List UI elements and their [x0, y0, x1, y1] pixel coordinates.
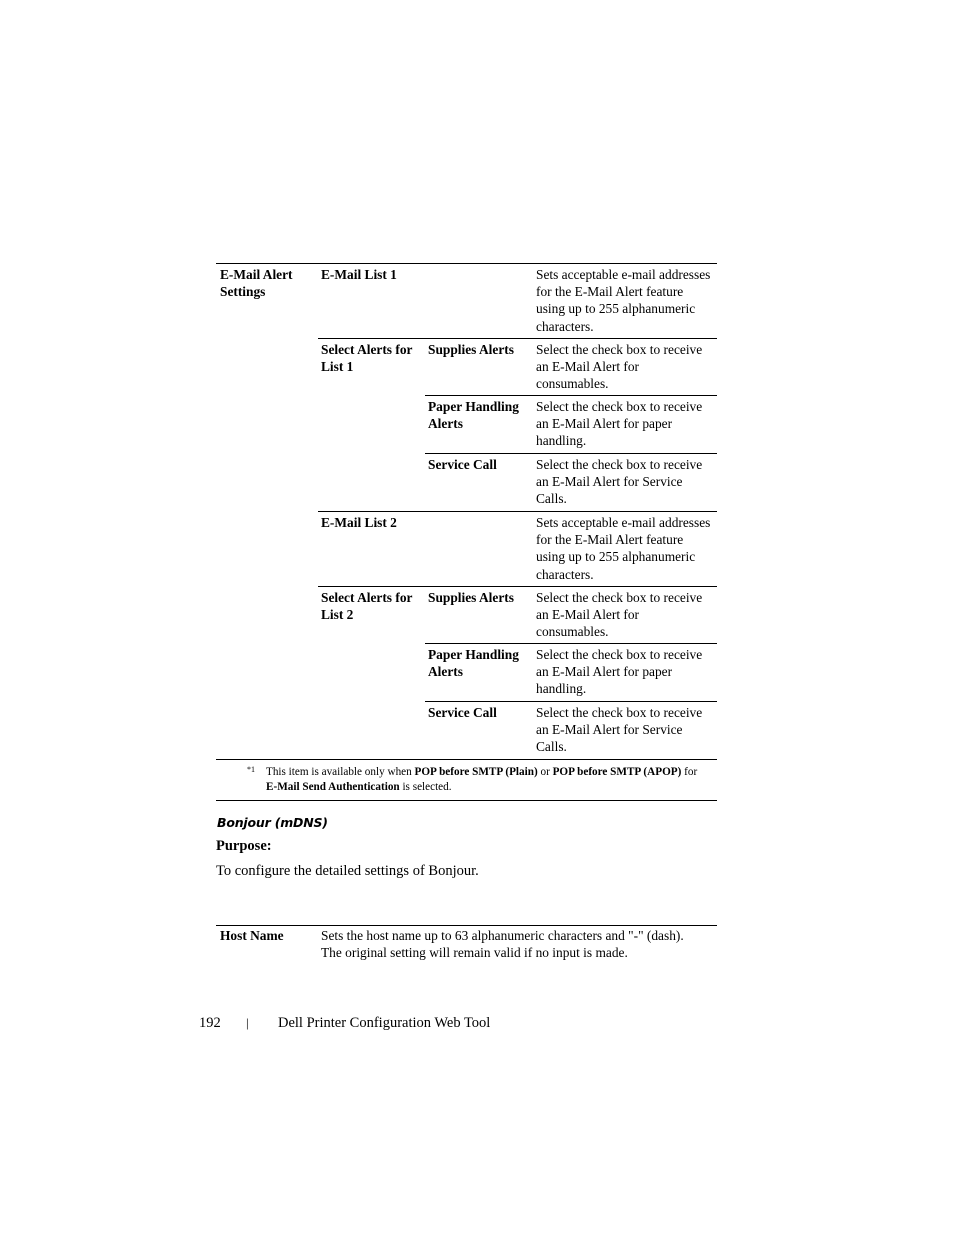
- row-divider: [425, 643, 717, 644]
- page-number: 192: [199, 1015, 221, 1031]
- supplies-alerts-label: Supplies Alerts: [428, 342, 514, 357]
- footnote-b1: POP before SMTP (Plain): [414, 766, 538, 778]
- table-top-rule: [216, 263, 717, 264]
- select-alerts-list-1-label: Select Alerts for List 1: [321, 342, 413, 375]
- paper-handling-alerts-label: Paper Handling Alerts: [428, 399, 519, 432]
- email-list-1-desc: Sets acceptable e-mail addresses for the E-Mail Alert feature using up to 255 alphanumeric characters.: [536, 267, 711, 334]
- purpose-text: To configure the detailed settings of Bonjour.: [216, 863, 479, 879]
- footnote-bottom-rule: [216, 800, 717, 801]
- paper-handling-alerts-desc: Select the check box to receive an E-Mail Alert for paper handling.: [536, 647, 703, 697]
- row-divider: [318, 586, 717, 587]
- row-divider: [425, 453, 717, 454]
- supplies-alerts-desc: Select the check box to receive an E-Mail Alert for consumables.: [536, 342, 703, 392]
- service-call-label: Service Call: [428, 705, 497, 720]
- paper-handling-alerts-desc: Select the check box to receive an E-Mail Alert for paper handling.: [536, 399, 703, 449]
- host-name-label: Host Name: [220, 928, 284, 943]
- row-divider: [318, 338, 717, 339]
- host-name-desc-line1: Sets the host name up to 63 alphanumeric characters and "-" (dash).: [321, 928, 684, 943]
- footer-separator: |: [246, 1015, 249, 1030]
- footnote-marker: [247, 762, 255, 777]
- footnote-marker-text: *1: [247, 765, 255, 774]
- section-title: Bonjour (mDNS): [217, 815, 328, 830]
- group-label: E-Mail Alert Settings: [220, 267, 293, 300]
- footnote-t1: This item is available only when: [266, 766, 415, 778]
- supplies-alerts-label: Supplies Alerts: [428, 590, 514, 605]
- row-divider: [425, 701, 717, 702]
- email-list-1-label: E-Mail List 1: [321, 267, 397, 282]
- footnote-b3: E-Mail Send Authentication: [266, 781, 400, 794]
- host-name-desc-line2: The original setting will remain valid if no input is made.: [321, 945, 628, 960]
- footnote-t4: is selected.: [399, 781, 452, 794]
- email-list-2-desc: Sets acceptable e-mail addresses for the E-Mail Alert feature using up to 255 alphanumeric characters.: [536, 515, 711, 582]
- service-call-desc: Select the check box to receive an E-Mail Alert for Service Calls.: [536, 457, 703, 507]
- footnote-t2: or: [537, 766, 553, 778]
- footnote-b2: POP before SMTP (APOP): [552, 766, 682, 778]
- footnote-text: [266, 765, 706, 795]
- purpose-label: Purpose:: [216, 838, 272, 854]
- email-list-2-label: E-Mail List 2: [321, 515, 397, 530]
- footnote-t3: for: [681, 766, 698, 778]
- supplies-alerts-desc: Select the check box to receive an E-Mail Alert for consumables.: [536, 590, 703, 640]
- row-divider: [318, 511, 717, 512]
- service-call-label: Service Call: [428, 457, 497, 472]
- table-bottom-rule: [216, 759, 717, 760]
- paper-handling-alerts-label: Paper Handling Alerts: [428, 647, 519, 680]
- table2-top-rule: [216, 925, 717, 926]
- service-call-desc: Select the check box to receive an E-Mail Alert for Service Calls.: [536, 705, 703, 755]
- row-divider: [425, 395, 717, 396]
- footer-title: Dell Printer Configuration Web Tool: [278, 1015, 491, 1031]
- select-alerts-list-2-label: Select Alerts for List 2: [321, 590, 413, 623]
